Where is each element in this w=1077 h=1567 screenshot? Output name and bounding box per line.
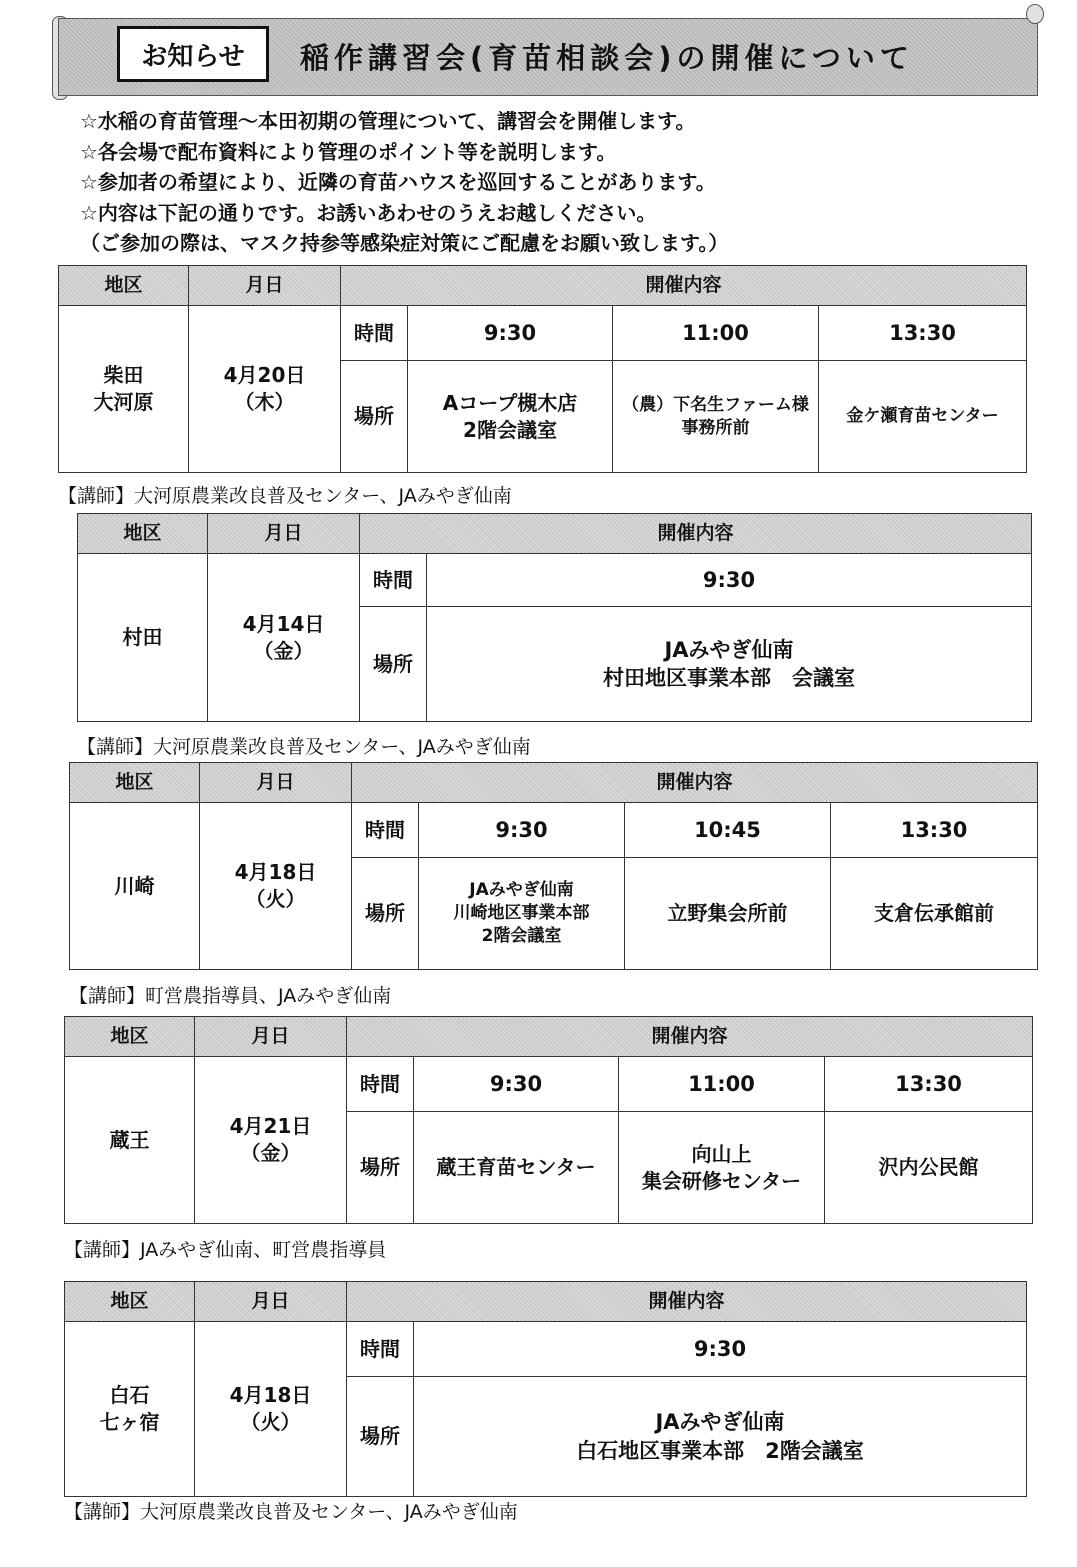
place-value: （農）下名生ファーム様 事務所前 (613, 361, 819, 473)
area-name: 蔵王 (109, 1127, 150, 1152)
intro-line: ☆水稲の育苗管理～本田初期の管理について、講習会を開催します。 (80, 109, 696, 133)
weekday-value: （木） (234, 390, 295, 414)
area-header: 地区 (65, 1017, 195, 1057)
time-value: 13:30 (819, 306, 1027, 361)
date-value: 4月18日 (229, 1383, 312, 1407)
time-value: 9:30 (427, 554, 1032, 607)
place-value: 蔵王育苗センター (414, 1112, 619, 1224)
area-cell (65, 1322, 195, 1497)
content-header: 開催内容 (360, 514, 1032, 554)
place-value: JAみやぎ仙南 白石地区事業本部 2階会議室 (414, 1377, 1027, 1497)
intro-line: ☆参加者の希望により、近隣の育苗ハウスを巡回することがあります。 (80, 170, 716, 194)
time-label: 時間 (360, 554, 427, 607)
session-table-kawasaki (69, 762, 1038, 970)
time-label: 時間 (341, 306, 408, 361)
lecturer-note: 【講師】大河原農業改良普及センター、JAみやぎ仙南 (64, 1501, 518, 1523)
session-table-shiroishi (64, 1281, 1027, 1497)
intro-line: ☆内容は下記の通りです。お誘いあわせのうえお越しください。 (80, 200, 657, 225)
session-table-murata (77, 513, 1032, 722)
lecturer-note: 【講師】JAみやぎ仙南、町営農指導員 (64, 1239, 387, 1261)
weekday-value: （金） (240, 1141, 301, 1165)
area-header: 地区 (59, 266, 189, 306)
place-value: JAみやぎ仙南 川崎地区事業本部 2階会議室 (419, 858, 625, 970)
intro-text (80, 106, 1040, 259)
area-header: 地区 (65, 1282, 195, 1322)
date-cell (195, 1057, 347, 1224)
time-label: 時間 (352, 803, 419, 858)
notice-label-box (117, 26, 269, 82)
place-value: 向山上 集会研修センター (619, 1112, 825, 1224)
date-value: 4月20日 (223, 363, 306, 387)
area-cell (70, 803, 200, 970)
date-value: 4月18日 (234, 860, 317, 884)
place-label: 場所 (347, 1112, 414, 1224)
area-name: 川崎 (114, 873, 155, 898)
time-value: 9:30 (414, 1057, 619, 1112)
place-label: 場所 (347, 1377, 414, 1497)
time-label: 時間 (347, 1057, 414, 1112)
area-name: 白石 (109, 1383, 150, 1407)
time-value: 11:00 (619, 1057, 825, 1112)
area-cell (78, 554, 208, 722)
time-value: 11:00 (613, 306, 819, 361)
date-cell (208, 554, 360, 722)
page-title: 稲作講習会(育苗相談会)の開催について (300, 41, 914, 75)
weekday-value: （火） (240, 1410, 301, 1434)
weekday-value: （火） (245, 887, 306, 911)
area-header: 地区 (70, 763, 200, 803)
time-value: 9:30 (414, 1322, 1027, 1377)
date-header: 月日 (195, 1282, 347, 1322)
area-name: 七ヶ宿 (99, 1410, 160, 1434)
notice-label: お知らせ (141, 41, 245, 72)
place-value: 金ケ瀬育苗センター (819, 361, 1027, 473)
date-value: 4月21日 (229, 1114, 312, 1138)
place-value: 支倉伝承館前 (831, 858, 1038, 970)
content-header: 開催内容 (341, 266, 1027, 306)
content-header: 開催内容 (352, 763, 1038, 803)
date-header: 月日 (200, 763, 352, 803)
lecturer-note: 【講師】大河原農業改良普及センター、JAみやぎ仙南 (77, 736, 531, 758)
place-value: JAみやぎ仙南 村田地区事業本部 会議室 (427, 607, 1032, 722)
scroll-curl-right (1026, 4, 1044, 24)
intro-line: （ご参加の際は、マスク持参等感染症対策にご配慮をお願い致します。） (80, 231, 729, 255)
area-name: 大河原 (93, 390, 154, 414)
time-value: 9:30 (408, 306, 613, 361)
area-name: 村田 (122, 625, 163, 649)
place-label: 場所 (352, 858, 419, 970)
session-table-shibata (58, 265, 1027, 473)
session-table-zao (64, 1016, 1033, 1224)
place-value: Aコープ槻木店 2階会議室 (408, 361, 613, 473)
lecturer-note: 【講師】大河原農業改良普及センター、JAみやぎ仙南 (58, 485, 512, 507)
place-value: 沢内公民館 (825, 1112, 1033, 1224)
date-header: 月日 (189, 266, 341, 306)
content-header: 開催内容 (347, 1017, 1033, 1057)
date-cell (195, 1322, 347, 1497)
date-cell (200, 803, 352, 970)
place-value: 立野集会所前 (625, 858, 831, 970)
date-header: 月日 (208, 514, 360, 554)
time-value: 10:45 (625, 803, 831, 858)
place-label: 場所 (360, 607, 427, 722)
date-cell (189, 306, 341, 473)
lecturer-note: 【講師】町営農指導員、JAみやぎ仙南 (69, 985, 392, 1007)
area-cell (65, 1057, 195, 1224)
content-header: 開催内容 (347, 1282, 1027, 1322)
date-header: 月日 (195, 1017, 347, 1057)
time-label: 時間 (347, 1322, 414, 1377)
time-value: 9:30 (419, 803, 625, 858)
time-value: 13:30 (831, 803, 1038, 858)
area-name: 柴田 (103, 363, 144, 387)
intro-line: ☆各会場で配布資料により管理のポイント等を説明します。 (80, 139, 617, 164)
place-label: 場所 (341, 361, 408, 473)
time-value: 13:30 (825, 1057, 1033, 1112)
weekday-value: （金） (253, 638, 314, 663)
area-cell (59, 306, 189, 473)
date-value: 4月14日 (242, 611, 325, 636)
area-header: 地区 (78, 514, 208, 554)
